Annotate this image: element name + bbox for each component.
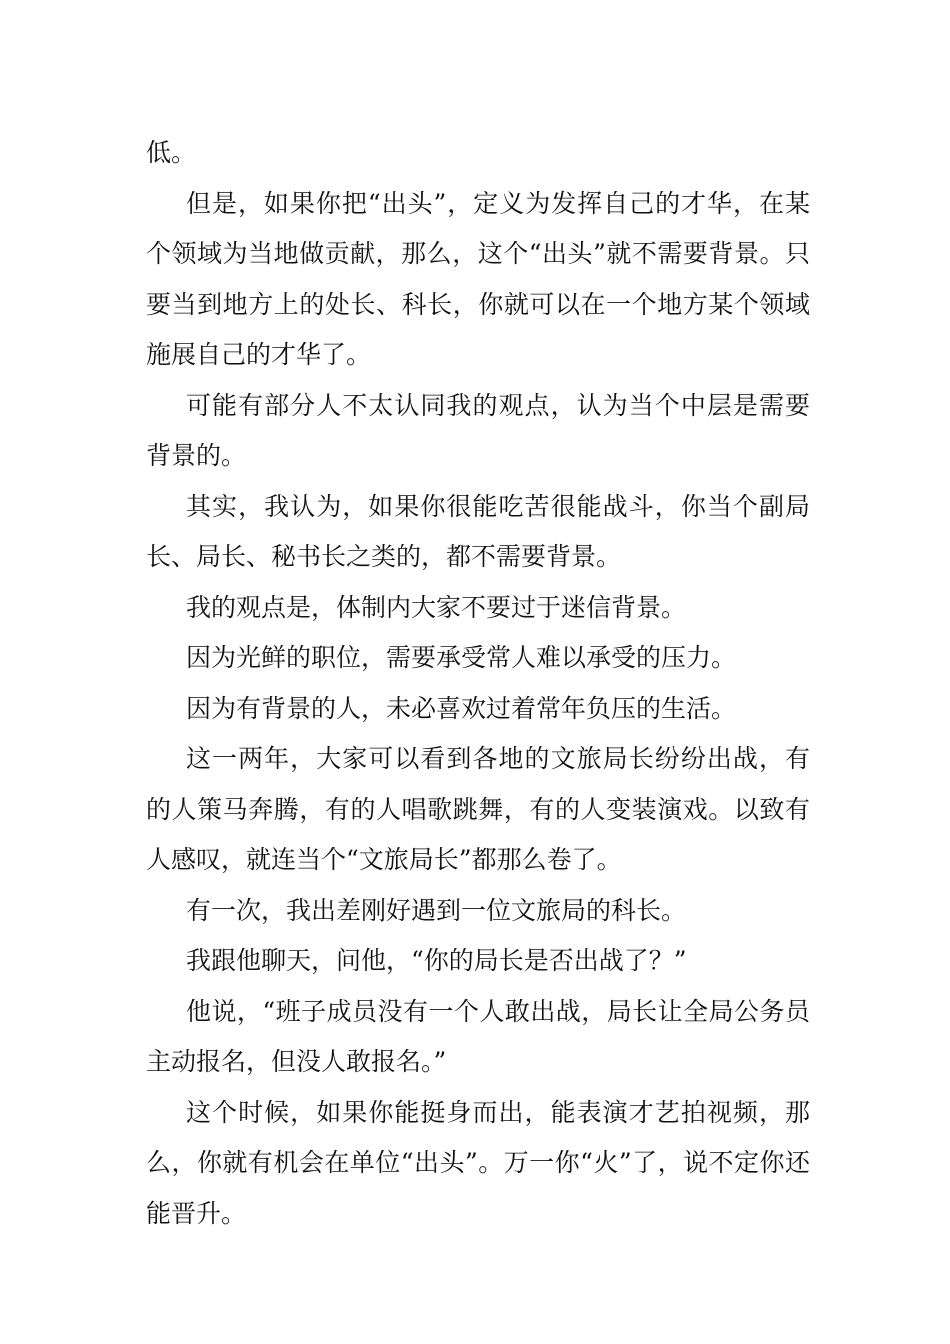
paragraph: 我跟他聊天，问他，“你的局长是否出战了？” bbox=[186, 946, 687, 975]
paragraph: 其实，我认为，如果你很能吃苦很能战斗，你当个副局长、局长、秘书长之类的，都不需要背景。 bbox=[146, 491, 810, 571]
paragraph: 这一两年，大家可以看到各地的文旅局长纷纷出战，有的人策马奔腾，有的人唱歌跳舞，有的人变装演戏。以致有人感叹，就连当个“文旅局长”都那么卷了。 bbox=[146, 744, 810, 874]
paragraph: 我的观点是，体制内大家不要过于迷信背景。 bbox=[186, 592, 687, 622]
paragraph-continued: 低。 bbox=[146, 138, 197, 167]
paragraph: 因为光鲜的职位，需要承受常人难以承受的压力。 bbox=[186, 643, 737, 672]
paragraph: 这个时候，如果你能挺身而出，能表演才艺拍视频，那么，你就有机会在单位“出头”。万一你“火”了，说不定你还能晋升。 bbox=[146, 1097, 810, 1228]
paragraph: 但是，如果你把“出头”，定义为发挥自己的才华，在某个领域为当地做贡献，那么，这个“出头”就不需要背景。只要当到地方上的处长、科长，你就可以在一个地方某个领域施展自己的才华了。 bbox=[146, 188, 810, 369]
paragraph: 有一次，我出差刚好遇到一位文旅局的科长。 bbox=[186, 895, 687, 925]
paragraph: 因为有背景的人，未必喜欢过着常年负压的生活。 bbox=[186, 693, 737, 723]
paragraph: 可能有部分人不太认同我的观点，认为当个中层是需要背景的。 bbox=[146, 390, 810, 470]
document-page bbox=[146, 128, 810, 1239]
paragraph: 他说，“班子成员没有一个人敢出战，局长让全局公务员主动报名，但没人敢报名。” bbox=[146, 996, 810, 1076]
